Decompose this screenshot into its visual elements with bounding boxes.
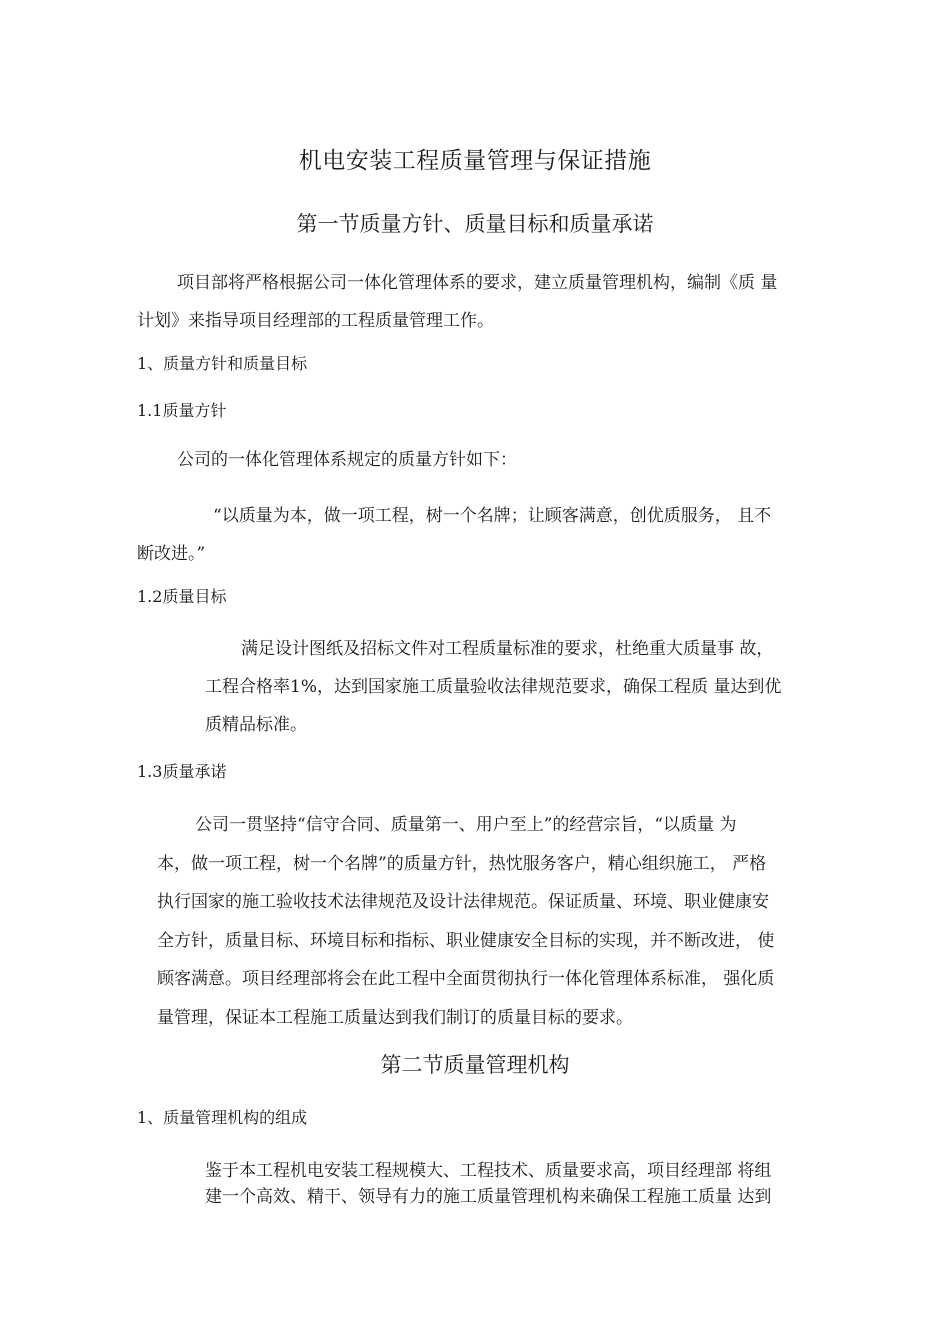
commitment-line-1: 公司一贯坚持“信守合同、质量第一、用户至上”的经营宗旨，“以质量 为 [195,815,737,835]
goals-line-3: 质精品标准。 [205,715,307,735]
goals-paragraph [205,630,822,744]
commitment-paragraph [157,806,822,1038]
intro-line-1: 项目部将严格根据公司一体化管理体系的要求，建立质量管理机构，编制《质 量 [177,273,778,293]
organization-line-1: 鉴于本工程机电安装工程规模大、工程技术、质量要求高，项目经理部 将组 [205,1161,772,1181]
goals-line-2: 工程合格率1%，达到国家施工质量验收法律规范要求，确保工程质 量达到优 [205,677,782,697]
commitment-line-6: 量管理，保证本工程施工质量达到我们制订的质量目标的要求。 [157,1007,633,1028]
policy-quote [137,497,822,573]
heading-quality-commitment: 1.3质量承诺 [137,762,227,781]
section-1-title: 第一节质量方针、质量目标和质量承诺 [296,212,654,236]
heading-quality-goals: 1.2质量目标 [137,587,227,606]
policy-quote-line-2: 断改进。” [137,544,206,564]
commitment-line-4: 全方针，质量目标、环境目标和指标、职业健康安全目标的实现，并不断改进， 使 [157,930,775,951]
commitment-line-2: 本，做一项工程，树一个名牌”的质量方针，热忱服务客户，精心组织施工， 严格 [157,853,767,874]
intro-line-2: 计划》来指导项目经理部的工程质量管理工作。 [137,311,494,331]
organization-line-2: 建一个高效、精干、领导有力的施工质量管理机构来确保工程施工质量 达到 [205,1187,772,1207]
goals-line-1: 满足设计图纸及招标文件对工程质量标准的要求，杜绝重大质量事 故， [241,639,774,659]
heading-organization-composition: 1、质量管理机构的组成 [137,1108,308,1127]
document-title: 机电安装工程质量管理与保证措施 [298,148,652,174]
heading-quality-policy-and-goals: 1、质量方针和质量目标 [137,354,308,373]
heading-quality-policy: 1.1质量方针 [137,401,227,420]
policy-intro [177,448,822,472]
section-2-title: 第二节质量管理机构 [380,1053,570,1077]
policy-intro-line: 公司的一体化管理体系规定的质量方针如下： [177,450,517,470]
commitment-line-3: 执行国家的施工验收技术法律规范及设计法律规范。保证质量、环境、职业健康安 [157,892,769,913]
intro-paragraph [137,264,822,340]
policy-quote-line-1: “以质量为本，做一项工程，树一个名牌；让顾客满意，创优质服务， 且不 [213,506,772,526]
organization-paragraph [205,1158,822,1210]
commitment-line-5: 顾客满意。项目经理部将会在此工程中全面贯彻执行一体化管理体系标准， 强化质 [157,969,775,990]
